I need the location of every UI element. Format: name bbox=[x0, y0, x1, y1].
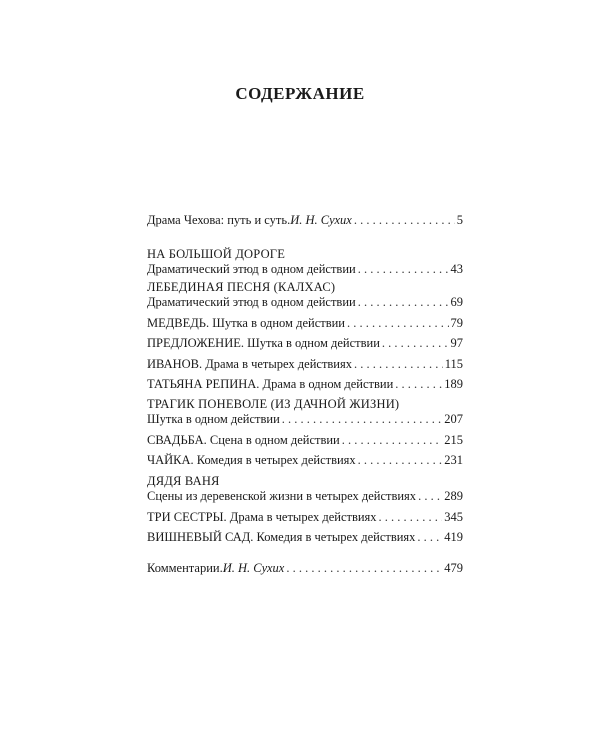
dot-leader bbox=[382, 336, 449, 351]
toc-entry[interactable] bbox=[147, 433, 463, 448]
entry-text: ТРИ СЕСТРЫ. Драма в четырех действиях bbox=[147, 510, 377, 524]
page-number: 79 bbox=[450, 316, 463, 330]
dot-leader bbox=[347, 316, 449, 331]
page-number: 69 bbox=[450, 295, 463, 309]
page-number: 345 bbox=[444, 510, 463, 524]
toc-entry[interactable] bbox=[147, 316, 463, 331]
entry-text: СВАДЬБА. Сцена в одном действии bbox=[147, 433, 340, 447]
dot-leader bbox=[417, 530, 442, 545]
entry-text: ВИШНЕВЫЙ САД. Комедия в четырех действиях bbox=[147, 530, 416, 544]
toc-entry[interactable] bbox=[147, 397, 463, 427]
page-number: 479 bbox=[444, 561, 463, 575]
entry-text: ПРЕДЛОЖЕНИЕ. Шутка в одном действии bbox=[147, 336, 380, 350]
entry-text: Сцены из деревенской жизни в четырех действиях bbox=[147, 489, 417, 503]
entry-title: ДЯДЯ ВАНЯ bbox=[147, 474, 220, 488]
dot-leader bbox=[358, 295, 449, 310]
entry-title: НА БОЛЬШОЙ ДОРОГЕ bbox=[147, 247, 286, 261]
page-number: 97 bbox=[450, 336, 463, 350]
entry-text: ЧАЙКА. Комедия в четырех действиях bbox=[147, 453, 356, 467]
page-number: 231 bbox=[444, 453, 463, 467]
toc-entry[interactable] bbox=[147, 336, 463, 351]
dot-leader bbox=[379, 510, 443, 525]
dot-leader bbox=[282, 412, 442, 427]
entry-text: ИВАНОВ. Драма в четырех действиях bbox=[147, 357, 352, 371]
entry-text: Драматический этюд в одном действии bbox=[147, 295, 356, 309]
page-number: 115 bbox=[444, 357, 463, 371]
toc-entry[interactable] bbox=[147, 561, 463, 576]
toc-entry[interactable] bbox=[147, 453, 463, 468]
toc-entry[interactable] bbox=[147, 510, 463, 525]
page-number: 215 bbox=[444, 433, 463, 447]
dot-leader bbox=[358, 453, 443, 468]
dot-leader bbox=[358, 262, 449, 277]
dot-leader bbox=[286, 561, 442, 576]
entry-author: И. Н. Сухих bbox=[290, 213, 352, 227]
toc-entry[interactable] bbox=[147, 474, 463, 504]
entry-text: Драматический этюд в одном действии bbox=[147, 262, 356, 276]
entry-title: ЛЕБЕДИНАЯ ПЕСНЯ (КАЛХАС) bbox=[147, 280, 336, 294]
page-number: 43 bbox=[450, 262, 463, 276]
toc-entry[interactable] bbox=[147, 530, 463, 545]
toc-entry[interactable] bbox=[147, 213, 463, 228]
page-number: 189 bbox=[444, 377, 463, 391]
toc-entry[interactable] bbox=[147, 247, 463, 277]
dot-leader bbox=[342, 433, 443, 448]
page-number: 207 bbox=[444, 412, 463, 426]
page-number: 419 bbox=[444, 530, 463, 544]
toc-entry[interactable] bbox=[147, 357, 463, 372]
entry-text: Шутка в одном действии bbox=[147, 412, 280, 426]
dot-leader bbox=[354, 213, 455, 228]
entry-text: МЕДВЕДЬ. Шутка в одном действии bbox=[147, 316, 345, 330]
entry-text: ТАТЬЯНА РЕПИНА. Драма в одном действии bbox=[147, 377, 394, 391]
toc-entry[interactable] bbox=[147, 280, 463, 310]
page-title: СОДЕРЖАНИЕ bbox=[235, 84, 365, 103]
entry-author: И. Н. Сухих bbox=[222, 561, 285, 575]
page-number: 289 bbox=[444, 489, 463, 503]
dot-leader bbox=[354, 357, 443, 372]
dot-leader bbox=[395, 377, 442, 392]
entry-text: Комментарии. bbox=[147, 561, 223, 575]
dot-leader bbox=[418, 489, 442, 504]
page-number: 5 bbox=[456, 213, 463, 227]
entry-title: ТРАГИК ПОНЕВОЛЕ (ИЗ ДАЧНОЙ ЖИЗНИ) bbox=[147, 397, 400, 411]
entry-text: Драма Чехова: путь и суть. bbox=[147, 213, 291, 227]
toc-entry[interactable] bbox=[147, 377, 463, 392]
